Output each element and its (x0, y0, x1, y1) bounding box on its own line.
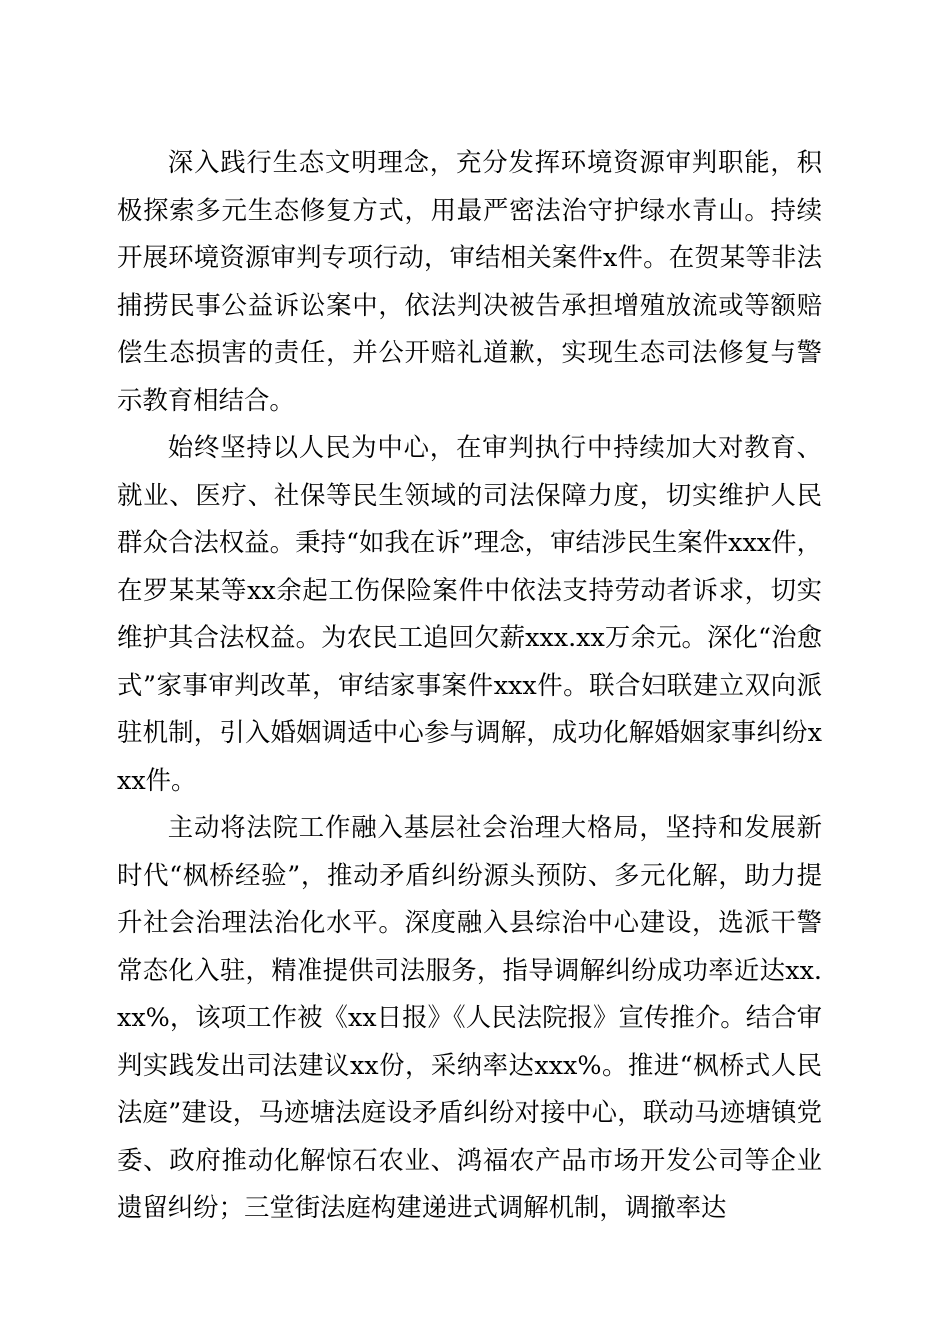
document-body (117, 139, 822, 1232)
paragraph-governance: 主动将法院工作融入基层社会治理大格局，坚持和发展新时代“枫桥经验”，推动矛盾纠纷源头预防、多元化解，助力提升社会治理法治化水平。深度融入县综治中心建设，选派干警常态化入驻，精准提供司法服务，指导调解纠纷成功率近达xx.xx%，该项工作被《xx日报》《人民法院报》宣传推介。结合审判实践发出司法建议xx份，采纳率达xxx%。推进“枫桥式人民法庭”建设，马迹塘法庭设矛盾纠纷对接中心，联动马迹塘镇党委、政府推动化解惊石农业、鸿福农产品市场开发公司等企业遗留纠纷；三堂街法庭构建递进式调解机制，调撤率达 (117, 812, 822, 1222)
paragraph-livelihood: 始终坚持以人民为中心，在审判执行中持续加大对教育、就业、医疗、社保等民生领域的司法保障力度，切实维护人民群众合法权益。秉持“如我在诉”理念，审结涉民生案件xxx件，在罗某某等xx余起工伤保险案件中依法支持劳动者诉求，切实维护其合法权益。为农民工追回欠薪xxx.xx万余元。深化“治愈式”家事审判改革，审结家事案件xxx件。联合妇联建立双向派驻机制，引入婚姻调适中心参与调解，成功化解婚姻家事纠纷xxx件。 (117, 432, 822, 795)
paragraph-ecology: 深入践行生态文明理念，充分发挥环境资源审判职能，积极探索多元生态修复方式，用最严密法治守护绿水青山。持续开展环境资源审判专项行动，审结相关案件x件。在贺某等非法捕捞民事公益诉讼案中，依法判决被告承担增殖放流或等额赔偿生态损害的责任，并公开赔礼道歉，实现生态司法修复与警示教育相结合。 (117, 147, 822, 415)
